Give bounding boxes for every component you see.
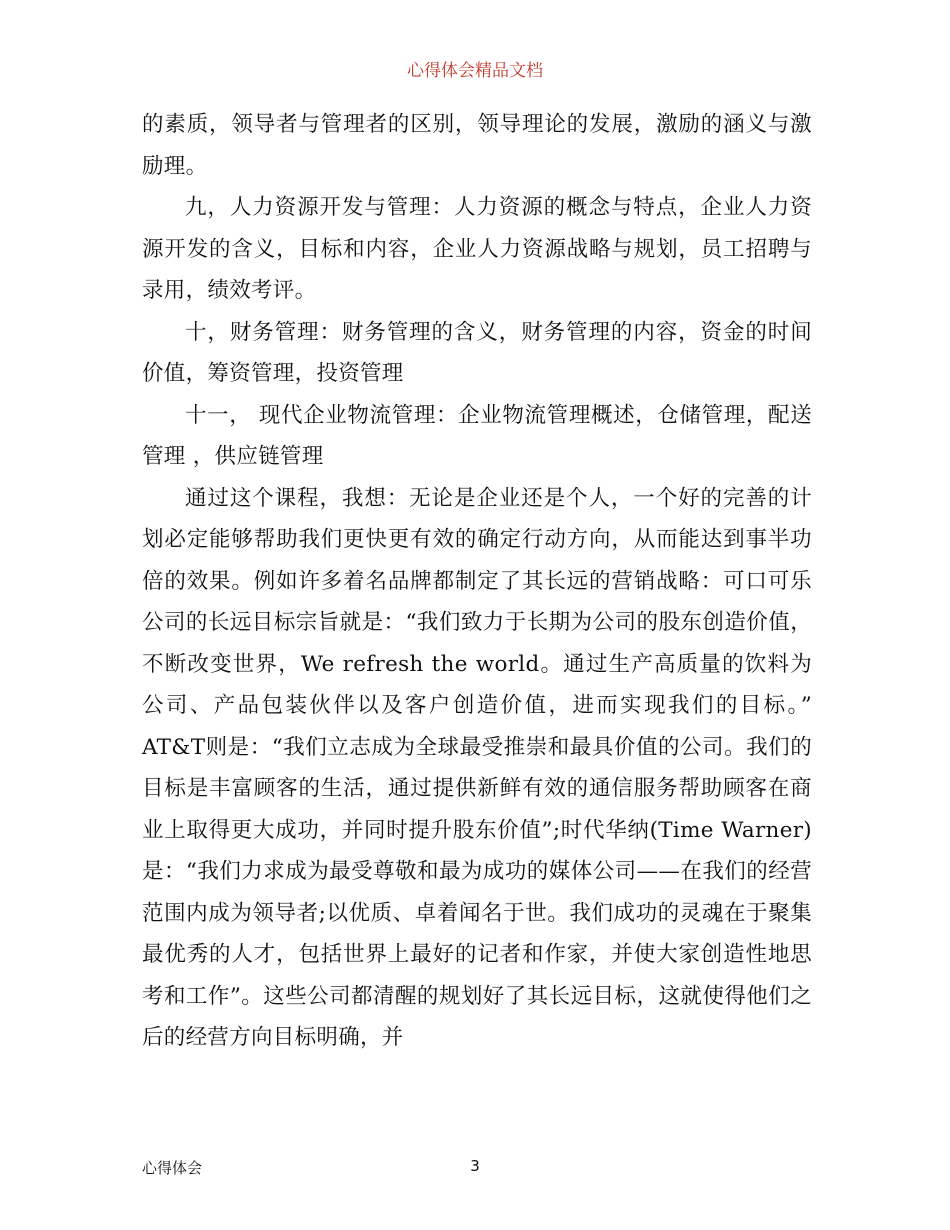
page-header-title: 心得体会精品文档	[407, 61, 543, 81]
page-number: 3	[470, 1157, 480, 1175]
paragraph-4: 十一， 现代企业物流管理：企业物流管理概述，仓储管理，配送管理 ，供应链管理	[142, 402, 812, 469]
paragraph-2: 九，人力资源开发与管理：人力资源的概念与特点，企业人力资源开发的含义，目标和内容，企业人力资源战略与规划，员工招聘与录用，绩效考评。	[142, 195, 812, 303]
paragraph-1: 的素质，领导者与管理者的区别，领导理论的发展，激励的涵义与激励理。	[142, 112, 812, 179]
footer-label: 心得体会	[142, 1159, 203, 1177]
paragraph-3: 十，财务管理：财务管理的含义，财务管理的内容，资金的时间价值，筹资管理，投资管理	[142, 319, 812, 386]
document-body	[142, 104, 812, 1059]
paragraph-5: 通过这个课程，我想：无论是企业还是个人，一个好的完善的计划必定能够帮助我们更快更有效的确定行动方向，从而能达到事半功倍的效果。例如许多着名品牌都制定了其长远的营销战略：可口可乐公司的长远目标宗旨就是：“我们致力于长期为公司的股东创造价值，不断改变世界，We refresh the world。通过生产高质量的饮料为公司、产品包装伙伴以及客户创造价值，进而实现我们的目标。” AT&T则是：“我们立志成为全球最受推崇和最具价值的公司。我们的目标是丰富顾客的生活，通过提供新鲜有效的通信服务帮助顾客在商业上取得更大成功，并同时提升股东价值”;时代华纳(Time Warner)是：“我们力求成为最受尊敬和最为成功的媒体公司——在我们的经营范围内成为领导者;以优质、卓着闻名于世。我们成功的灵魂在于聚集最优秀的人才，包括世界上最好的记者和作家，并使大家创造性地思考和工作”。这些公司都清醒的规划好了其长远目标，这就使得他们之后的经营方向目标明确，并	[142, 485, 812, 1050]
